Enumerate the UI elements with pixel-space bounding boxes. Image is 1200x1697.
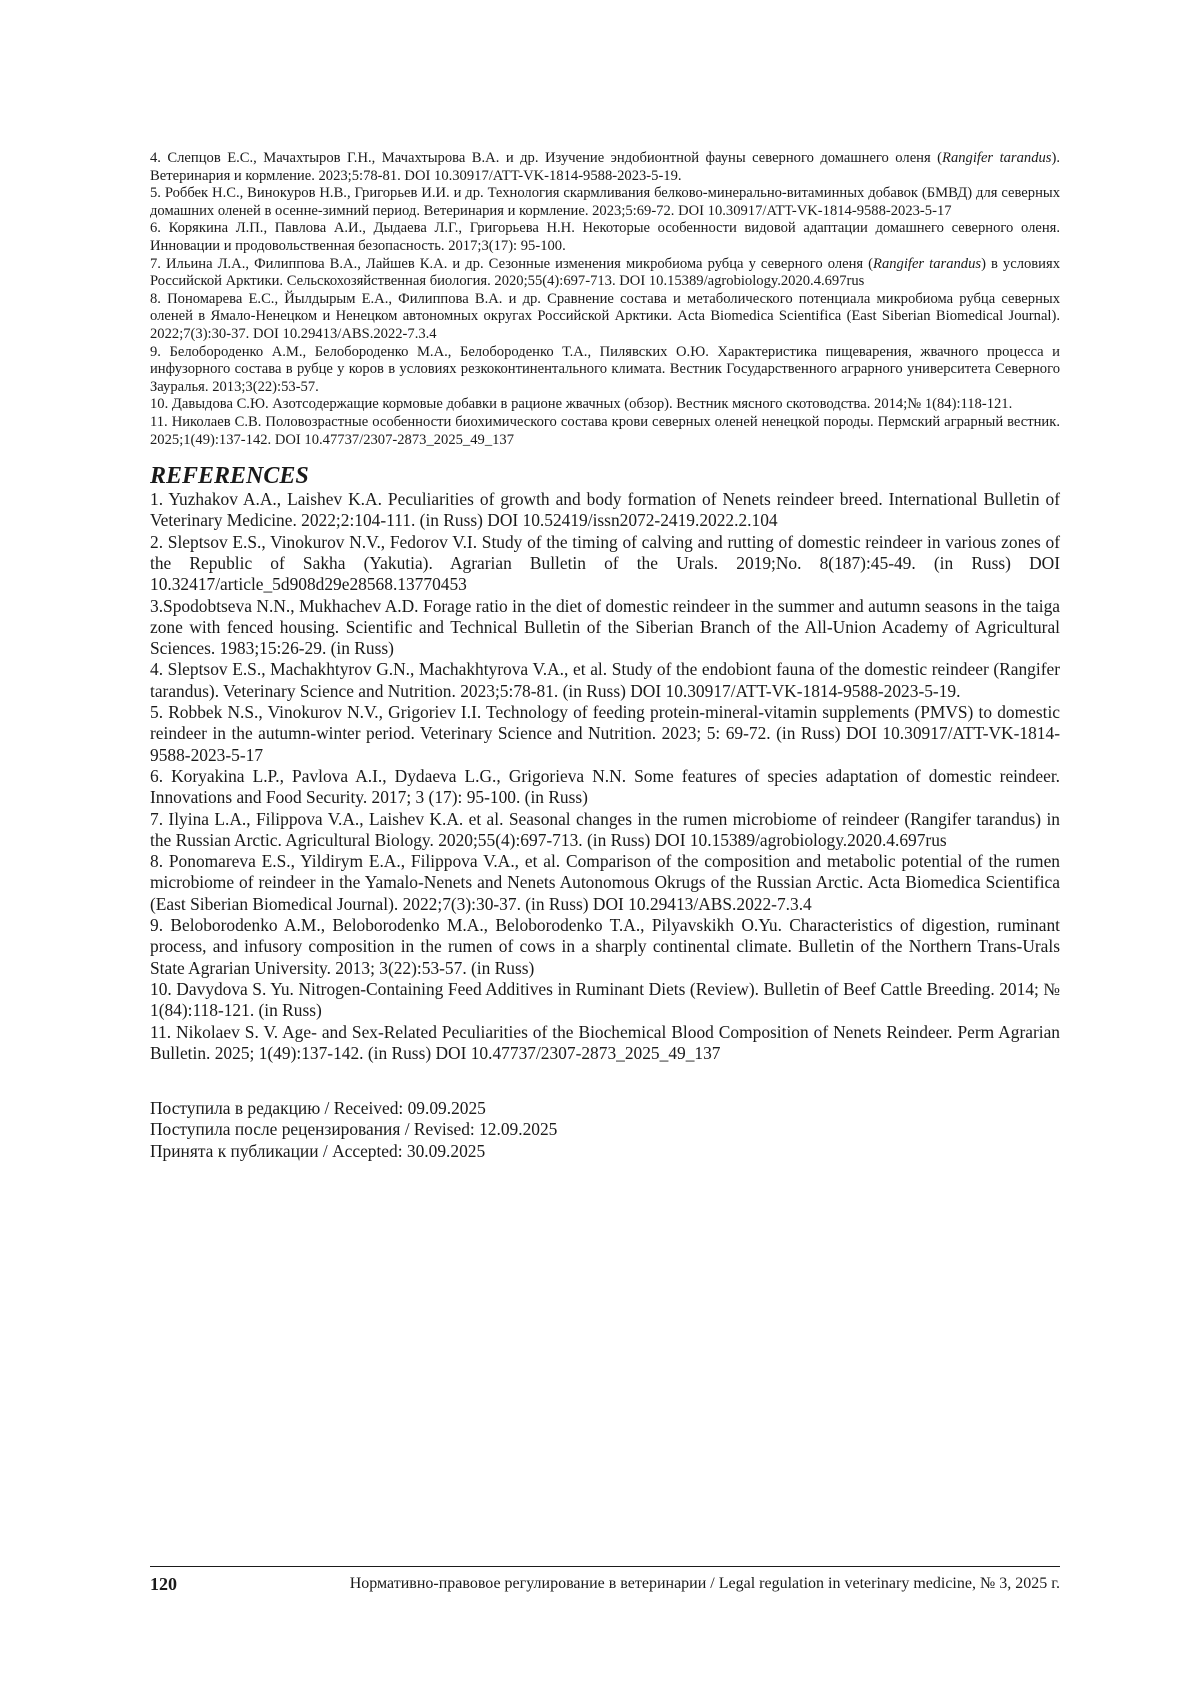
references-heading: REFERENCES	[150, 463, 309, 490]
received-date: Поступила в редакцию / Received: 09.09.2025	[150, 1098, 486, 1119]
article-dates	[150, 1098, 1060, 1162]
reference-ru-5: 5. Роббек Н.С., Винокуров Н.В., Григорьев И.И. и др. Технология скармливания белково-минерально-витаминных добавок (БМВД) для северных домашних оленей в осенне-зимний период. Ветеринария и кормление. 2023;5:69-72. DOI 10.30917/ATT-VK-1814-9588-2023-5-17	[150, 185, 1060, 219]
page-number: 120	[150, 1574, 177, 1594]
page-footer	[150, 1574, 1060, 1596]
reference-ru-6: 6. Корякина Л.П., Павлова А.И., Дыдаева Л.Г., Григорьева Н.Н. Некоторые особенности видовой адаптации домашнего северного оленя. Инновации и продовольственная безопасность. 2017;3(17): 95-100.	[150, 220, 1060, 254]
russian-reference-list	[150, 150, 1060, 449]
reference-en-4: 4. Sleptsov E.S., Machakhtyrov G.N., Machakhtyrova V.A., et al. Study of the endobiont fauna of the domestic reindeer (Rangifer tarandus). Veterinary Science and Nutrition. 2023;5:78-81. (in Russ) DOI 10.30917/ATT-VK-1814-9588-2023-5-19.	[150, 659, 1060, 701]
reference-en-1: 1. Yuzhakov A.A., Laishev K.A. Peculiarities of growth and body formation of Nenets reindeer breed. International Bulletin of Veterinary Medicine. 2022;2:104-111. (in Russ) DOI 10.52419/issn2072-2419.2022.2.104	[150, 489, 1060, 531]
reference-ru-8: 8. Пономарева Е.С., Йылдырым Е.А., Филиппова В.А. и др. Сравнение состава и метаболического потенциала микробиома рубца северных оленей в Ямало-Ненецком и Ненецком автономных округах Российской Арктики. Acta Biomedica Scientifica (East Siberian Biomedical Journal). 2022;7(3):30-37. DOI 10.29413/ABS.2022-7.3.4	[150, 290, 1060, 342]
revised-date: Поступила после рецензирования / Revised: 12.09.2025	[150, 1119, 558, 1140]
footer-divider	[150, 1566, 1060, 1567]
journal-title: Нормативно-правовое регулирование в ветеринарии / Legal regulation in veterinary medicine, № 3, 2025 г.	[349, 1575, 1060, 1592]
page-content	[150, 150, 1060, 1162]
reference-en-3: 3.Spodobtseva N.N., Mukhachev A.D. Forage ratio in the diet of domestic reindeer in the summer and autumn seasons in the taiga zone with fenced housing. Scientific and Technical Bulletin of the Siberian Branch of the All-Union Academy of Agricultural Sciences. 1983;15:26-29. (in Russ)	[150, 595, 1060, 659]
reference-en-2: 2. Sleptsov E.S., Vinokurov N.V., Fedorov V.I. Study of the timing of calving and rutting of domestic reindeer in various zones of the Republic of Sakha (Yakutia). Agrarian Bulletin of the Urals. 2019;No. 8(187):45-49. (in Russ) DOI 10.32417/article_5d908d29e28568.13770453	[150, 531, 1060, 595]
reference-ru-9: 9. Белобороденко А.М., Белобороденко М.А., Белобороденко Т.А., Пилявских О.Ю. Характеристика пищеварения, жвачного процесса и инфузорного состава в рубце у коров в условиях резкоконтинентального климата. Вестник Государственного аграрного университета Северного Зауралья. 2013;3(22):53-57.	[150, 343, 1060, 395]
reference-en-6: 6. Koryakina L.P., Pavlova A.I., Dydaeva L.G., Grigorieva N.N. Some features of species adaptation of domestic reindeer. Innovations and Food Security. 2017; 3 (17): 95-100. (in Russ)	[150, 765, 1060, 808]
english-reference-list	[150, 489, 1060, 1064]
reference-ru-10: 10. Давыдова С.Ю. Азотсодержащие кормовые добавки в рационе жвачных (обзор). Вестник мясного скотоводства. 2014;№ 1(84):118-121.	[150, 396, 1013, 413]
accepted-date: Принята к публикации / Accepted: 30.09.2025	[150, 1140, 486, 1161]
reference-ru-11: 11. Николаев С.В. Половозрастные особенности биохимического состава крови северных оленей ненецкой породы. Пермский аграрный вестник. 2025;1(49):137-142. DOI 10.47737/2307-2873_2025_49_137	[150, 413, 1060, 448]
reference-en-8: 8. Ponomareva E.S., Yildirym E.A., Filippova V.A., et al. Comparison of the composition and metabolic potential of the rumen microbiome of reindeer in the Yamalo-Nenets and Nenets Autonomous Okrugs of the Russian Arctic. Acta Biomedica Scientifica (East Siberian Biomedical Journal). 2022;7(3):30-37. (in Russ) DOI 10.29413/ABS.2022-7.3.4	[150, 851, 1060, 914]
reference-en-9: 9. Beloborodenko A.M., Beloborodenko M.A., Beloborodenko T.A., Pilyavskikh O.Yu. Characteristics of digestion, ruminant process, and infusory composition in the rumen of cows in a sharply continental climate. Bulletin of the Northern Trans-Urals State Agrarian University. 2013; 3(22):53-57. (in Russ)	[150, 915, 1060, 978]
reference-ru-4: 4. Слепцов Е.С., Мачахтыров Г.Н., Мачахтырова В.А. и др. Изучение эндобионтной фауны северного домашнего оленя (Rangifer tarandus). Ветеринария и кормление. 2023;5:78-81. DOI 10.30917/ATT-VK-1814-9588-2023-5-19.	[150, 150, 1060, 184]
reference-en-10: 10. Davydova S. Yu. Nitrogen-Containing Feed Additives in Ruminant Diets (Review). Bulletin of Beef Cattle Breeding. 2014; № 1(84):118-121. (in Russ)	[150, 978, 1060, 1021]
reference-en-11: 11. Nikolaev S. V. Age- and Sex-Related Peculiarities of the Biochemical Blood Composition of Nenets Reindeer. Perm Agrarian Bulletin. 2025; 1(49):137-142. (in Russ) DOI 10.47737/2307-2873_2025_49_137	[150, 1021, 1060, 1063]
reference-en-5: 5. Robbek N.S., Vinokurov N.V., Grigoriev I.I. Technology of feeding protein-mineral-vitamin supplements (PMVS) to domestic reindeer in the autumn-winter period. Veterinary Science and Nutrition. 2023; 5: 69-72. (in Russ) DOI 10.30917/ATT-VK-1814-9588-2023-5-17	[150, 702, 1060, 765]
reference-ru-7: 7. Ильина Л.А., Филиппова В.А., Лайшев К.А. и др. Сезонные изменения микробиома рубца у северного оленя (Rangifer tarandus) в условиях Российской Арктики. Сельскохозяйственная биология. 2020;55(4):697-713. DOI 10.15389/agrobiology.2020.4.697rus	[150, 255, 1060, 290]
reference-en-7: 7. Ilyina L.A., Filippova V.A., Laishev K.A. et al. Seasonal changes in the rumen microbiome of reindeer (Rangifer tarandus) in the Russian Arctic. Agricultural Biology. 2020;55(4):697-713. (in Russ) DOI 10.15389/agrobiology.2020.4.697rus	[150, 808, 1060, 850]
